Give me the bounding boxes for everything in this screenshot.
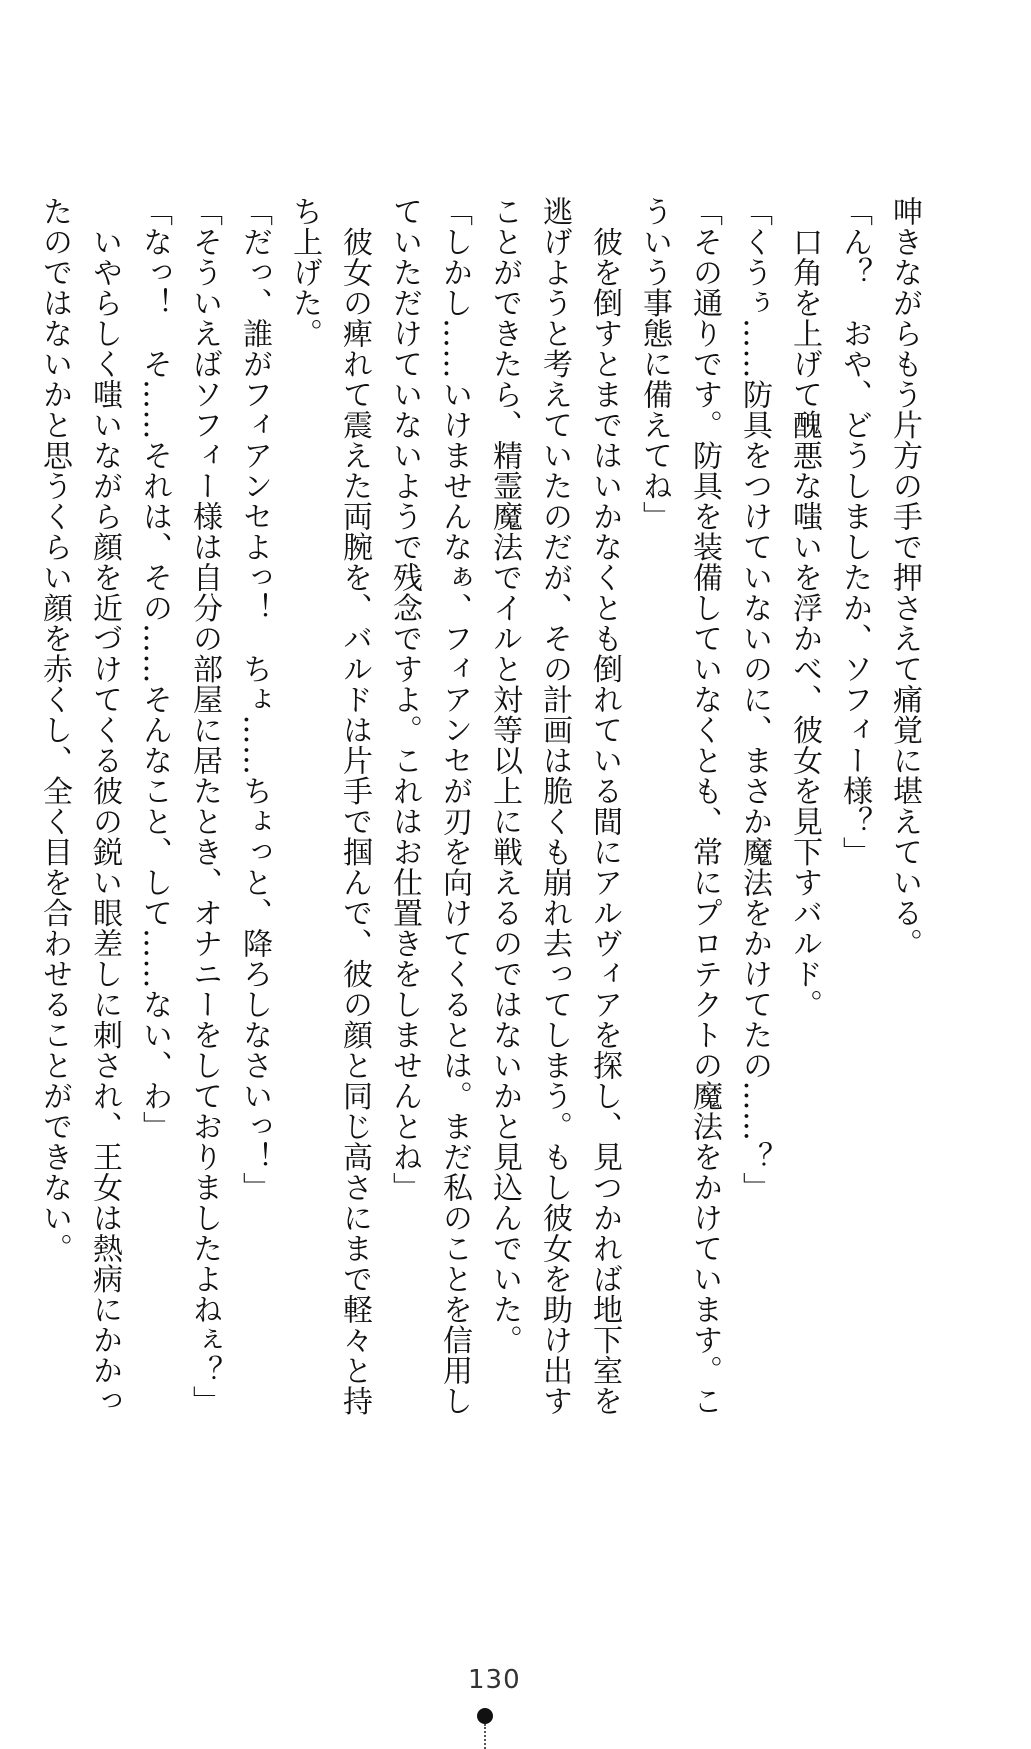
text-line: 口角を上げて醜悪な嗤いを浮かべ、彼女を見下すバルド。	[787, 196, 822, 1020]
text-line: いやらしく嗤いながら顔を近づけてくる彼の鋭い眼差しに刺され、王女は熱病にかかっ	[87, 196, 122, 1416]
text-line: 「ん？ おや、どうしましたか、ソフィー様？」	[837, 196, 872, 867]
text-line: 「その通りです。防具を装備していなくとも、常にプロテクトの魔法をかけています。こ	[687, 196, 722, 1416]
text-line: 「なっ！ そ……それは、その……そんなこと、して……ない、わ」	[137, 196, 172, 1142]
text-line: ていただけていないようで残念ですよ。これはお仕置きをしませんとね」	[387, 196, 422, 1203]
text-line: ことができたら、精霊魔法でイルと対等以上に戦えるのではないかと見込んでいた。	[487, 196, 522, 1355]
text-line: 「そういえばソフィー様は自分の部屋に居たとき、オナニーをしておりましたよねぇ？」	[187, 196, 222, 1416]
body-text	[29, 196, 929, 1456]
text-line: 彼女の痺れて震えた両腕を、バルドは片手で掴んで、彼の顔と同じ高さにまで軽々と持	[337, 196, 372, 1416]
text-line: 逃げようと考えていたのだが、その計画は脆くも崩れ去ってしまう。もし彼女を助け出す	[537, 196, 572, 1416]
text-line: 「だっ、誰がフィアンセよっ！ ちょ……ちょっと、降ろしなさいっ！」	[237, 196, 272, 1203]
text-line: 彼を倒すとまではいかなくとも倒れている間にアルヴィアを探し、見つかれば地下室を	[587, 196, 622, 1416]
text-line: 呻きながらもう片方の手で押さえて痛覚に堪えている。	[887, 196, 922, 959]
text-line: 「くうぅ……防具をつけていないのに、まさか魔法をかけてたの……？」	[737, 196, 772, 1203]
text-line: ち上げた。	[287, 196, 322, 349]
text-line: たのではないかと思うくらい顔を赤くし、全く目を合わせることができない。	[37, 196, 72, 1264]
text-line: 「しかし……いけませんなぁ、フィアンセが刃を向けてくるとは。まだ私のことを信用し	[437, 196, 472, 1416]
page-marker-dot	[477, 1708, 493, 1724]
page-number: 130	[468, 1665, 521, 1695]
text-line: ういう事態に備えてね」	[637, 196, 672, 532]
page-marker-line	[484, 1724, 486, 1749]
